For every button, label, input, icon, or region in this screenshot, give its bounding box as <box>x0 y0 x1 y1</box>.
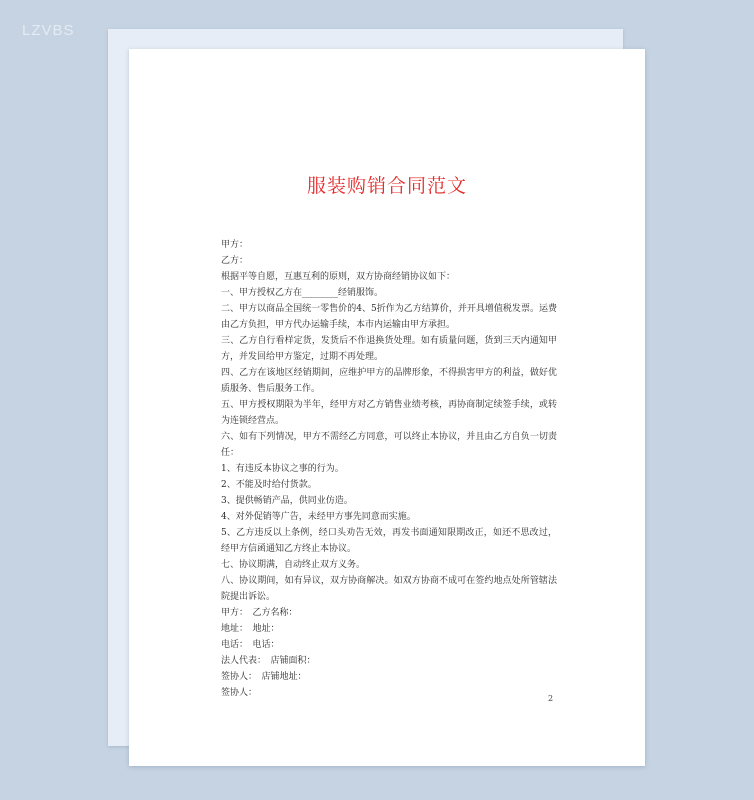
clause-6-item-2: 2、不能及时给付货款。 <box>221 480 317 490</box>
signature-phone-line: 电话： 电话： <box>221 640 280 650</box>
clause-1: 一、甲方授权乙方在________经销服饰。 <box>221 288 384 298</box>
clause-8: 八、协议期间，如有异议，双方协商解决。如双方协商不成可在签约地点处所管辖法院提出诉讼。 <box>221 576 557 602</box>
document-page <box>129 49 645 766</box>
document-body <box>221 237 557 701</box>
clause-4: 四、乙方在该地区经销期间，应维护甲方的品牌形象，不得损害甲方的利益，做好优质服务、售后服务工作。 <box>221 368 557 394</box>
clause-6-item-1: 1、有违反本协议之事的行为。 <box>221 464 344 474</box>
clause-6-item-4: 4、对外促销等广告，未经甲方事先同意而实施。 <box>221 512 416 522</box>
party-a-line: 甲方： <box>221 240 249 250</box>
party-b-line: 乙方： <box>221 256 249 266</box>
signature-address-line: 地址： 地址： <box>221 624 280 634</box>
signature-signer-line-1: 签协人： 店铺地址： <box>221 672 307 682</box>
watermark-logo: LZVBS <box>22 22 75 39</box>
clause-5: 五、甲方授权期限为半年，经甲方对乙方销售业绩考核，再协商制定续签手续，或转为连锁经营点。 <box>221 400 557 426</box>
signature-party-line: 甲方： 乙方名称： <box>221 608 298 618</box>
clause-2: 二、甲方以商品全国统一零售价的4、5折作为乙方结算价，并开具增值税发票。运费由乙方负担，甲方代办运输手续，本市内运输由甲方承担。 <box>221 304 557 330</box>
page-number: 2 <box>548 694 554 703</box>
clause-6-item-3: 3、提供畅销产品，供同业仿造。 <box>221 496 353 506</box>
signature-representative-line: 法人代表： 店铺面积： <box>221 656 316 666</box>
clause-6-item-5: 5、乙方违反以上条例，经口头劝告无效，再发书面通知限期改正，如还不思改过，经甲方信函通知乙方终止本协议。 <box>221 528 557 554</box>
signature-signer-line-2: 签协人： <box>221 688 258 698</box>
preamble-paragraph: 根据平等自愿，互惠互利的原则，双方协商经销协议如下： <box>221 272 456 282</box>
clause-3: 三、乙方自行看样定货，发货后不作退换货处理。如有质量问题，货到三天内通知甲方，并发回给甲方鉴定，过期不再处理。 <box>221 336 557 362</box>
document-title: 服装购销合同范文 <box>306 175 467 197</box>
clause-6: 六、如有下列情况，甲方不需经乙方同意，可以终止本协议，并且由乙方自负一切责任： <box>221 432 557 458</box>
clause-7: 七、协议期满，自动终止双方义务。 <box>221 560 366 570</box>
